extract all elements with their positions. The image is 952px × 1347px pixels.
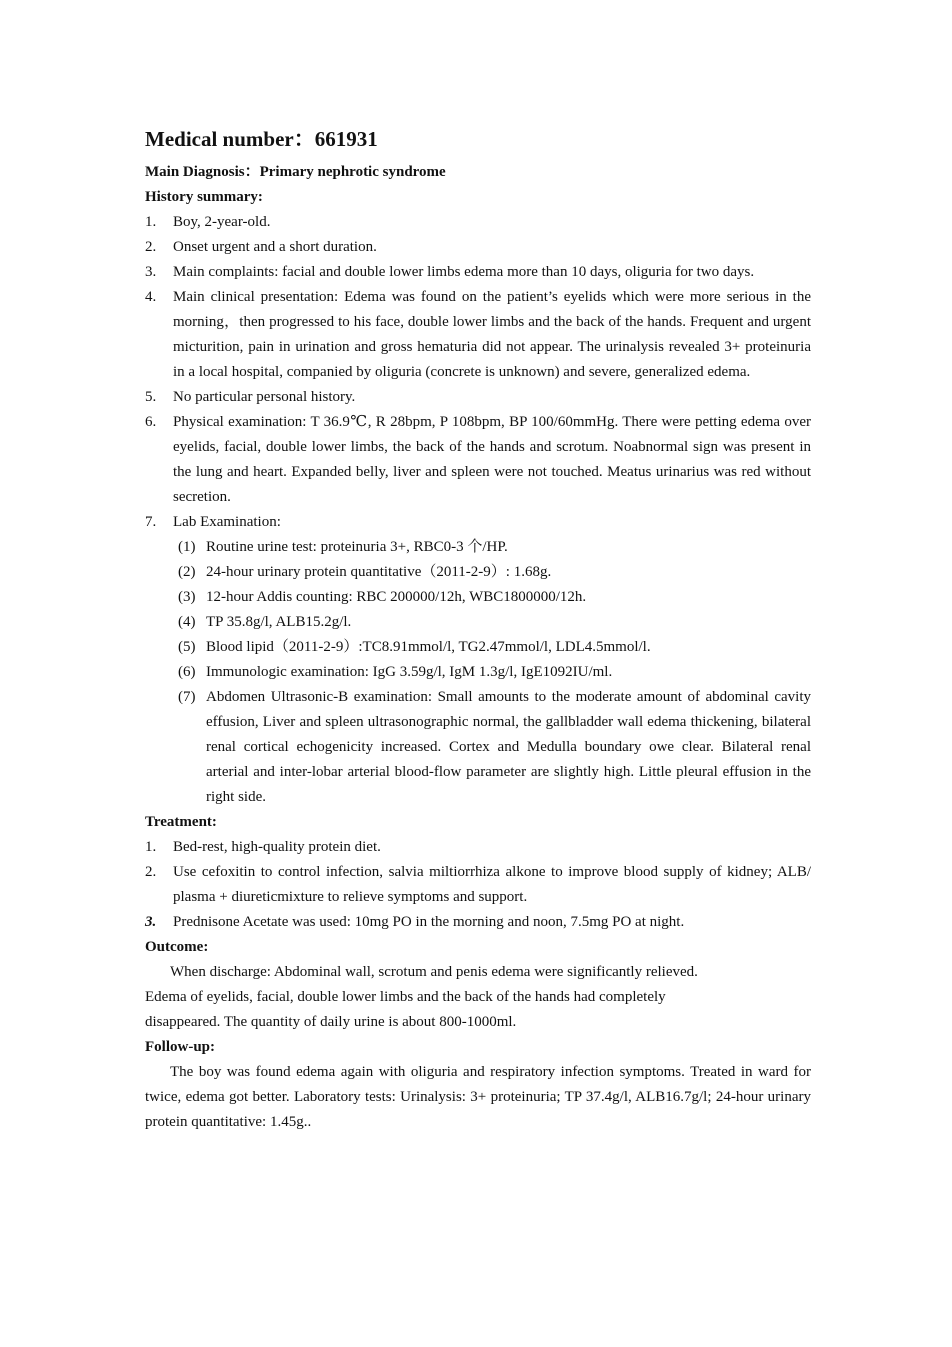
item-number: 1. — [145, 214, 157, 230]
item-text: Onset urgent and a short duration. — [173, 239, 377, 255]
item-number: (3) — [178, 589, 196, 605]
item-number: 4. — [145, 289, 157, 305]
treatment-heading: Treatment: — [145, 814, 217, 830]
item-number: 5. — [145, 389, 157, 405]
treatment-item — [145, 860, 811, 910]
item-text: Routine urine test: proteinuria 3+, RBC0-3 个/HP. — [206, 539, 508, 555]
outcome-text: disappeared. The quantity of daily urine is about 800-1000ml. — [145, 1014, 517, 1030]
item-number: 3. — [145, 914, 157, 930]
item-text: Blood lipid（2011-2-9）:TC8.91mmol/l, TG2.47mmol/l, LDL4.5mmol/l. — [206, 639, 651, 655]
item-text: Immunologic examination: IgG 3.59g/l, IgM 1.3g/l, IgE1092IU/ml. — [206, 664, 613, 680]
history-heading: History summary: — [145, 189, 263, 205]
history-item — [145, 385, 811, 410]
history-item — [145, 210, 811, 235]
treatment-list — [145, 835, 811, 935]
outcome-text: Edema of eyelids, facial, double lower limbs and the back of the hands had completely — [145, 989, 666, 1005]
outcome-text: When discharge: Abdominal wall, scrotum and penis edema were significantly relieved. — [170, 964, 698, 980]
history-item — [145, 410, 811, 510]
lab-item — [178, 535, 811, 560]
history-list — [145, 210, 811, 535]
item-text: No particular personal history. — [173, 389, 356, 405]
item-text: Lab Examination: — [173, 514, 281, 530]
lab-item — [178, 560, 811, 585]
item-number: (2) — [178, 564, 196, 580]
item-number: 6. — [145, 414, 157, 430]
followup-text: The boy was found edema again with oliguria and respiratory infection symptoms. Treated in ward for twice, edema got better. Laboratory tests: Urinalysis: 3+ proteinuria; TP 37.4g/l, ALB16.7g/l; 24-hour urinary protein quantitative: 1.45g.. — [145, 1064, 811, 1130]
item-number: 2. — [145, 239, 157, 255]
item-number: (4) — [178, 614, 196, 630]
item-text: TP 35.8g/l, ALB15.2g/l. — [206, 614, 352, 630]
item-number: (1) — [178, 539, 196, 555]
item-number: 3. — [145, 264, 157, 280]
lab-item — [178, 610, 811, 635]
history-item — [145, 285, 811, 385]
item-text: Main clinical presentation: Edema was found on the patient’s eyelids which were more serious in the morning，then progressed to his face, double lower limbs and the back of the hands. Frequent and urgent micturition, pain in urination and gross hematuria did not appear. The urinalysis revealed 3+ proteinuria in a local hospital, companied by oliguria (concrete is unknown) and severe, generalized edema. — [173, 289, 811, 380]
item-number: 1. — [145, 839, 157, 855]
lab-list — [145, 535, 811, 810]
history-item — [145, 510, 811, 535]
lab-item — [178, 635, 811, 660]
item-text: Prednisone Acetate was used: 10mg PO in the morning and noon, 7.5mg PO at night. — [173, 914, 685, 930]
treatment-item — [145, 835, 811, 860]
item-text: Physical examination: T 36.9℃, R 28bpm, P 108bpm, BP 100/60mmHg. There were petting edema over eyelids, facial, double lower limbs, the back of the hands and scrotum. Noabnormal sign was present in the lung and heart. Expanded belly, liver and spleen were not touched. Meatus urinarius was red without secretion. — [173, 414, 811, 505]
medical-record — [145, 124, 811, 1135]
outcome-heading: Outcome: — [145, 939, 209, 955]
main-diagnosis: Main Diagnosis：Primary nephrotic syndrome — [145, 164, 446, 180]
item-number: 2. — [145, 864, 157, 880]
page-title: Medical number：661931 — [145, 127, 378, 151]
item-number: (7) — [178, 689, 196, 705]
item-number: (6) — [178, 664, 196, 680]
item-text: Bed-rest, high-quality protein diet. — [173, 839, 381, 855]
history-item — [145, 235, 811, 260]
lab-item — [178, 685, 811, 810]
item-number: 7. — [145, 514, 157, 530]
item-text: 12-hour Addis counting: RBC 200000/12h, WBC1800000/12h. — [206, 589, 587, 605]
item-text: Abdomen Ultrasonic-B examination: Small amounts to the moderate amount of abdominal cavity effusion, Liver and spleen ultrasonographic normal, the gallbladder wall edema thickening, bilateral renal cortical echogenicity increased. Cortex and Medulla boundary owe clear. Bilateral renal arterial and inter-lobar arterial blood-flow parameter are slightly high. Little pleural effusion in the right side. — [206, 689, 811, 805]
history-item — [145, 260, 811, 285]
item-text: Boy, 2-year-old. — [173, 214, 271, 230]
followup-heading: Follow-up: — [145, 1039, 216, 1055]
item-text: Main complaints: facial and double lower limbs edema more than 10 days, oliguria for two days. — [173, 264, 755, 280]
lab-item — [178, 660, 811, 685]
item-number: (5) — [178, 639, 196, 655]
lab-item — [178, 585, 811, 610]
item-text: Use cefoxitin to control infection, salvia miltiorrhiza alkone to improve blood supply of kidney; ALB/ plasma + diureticmixture to relieve symptoms and support. — [173, 864, 811, 905]
item-text: 24-hour urinary protein quantitative（2011-2-9）: 1.68g. — [206, 564, 552, 580]
treatment-item — [145, 910, 811, 935]
